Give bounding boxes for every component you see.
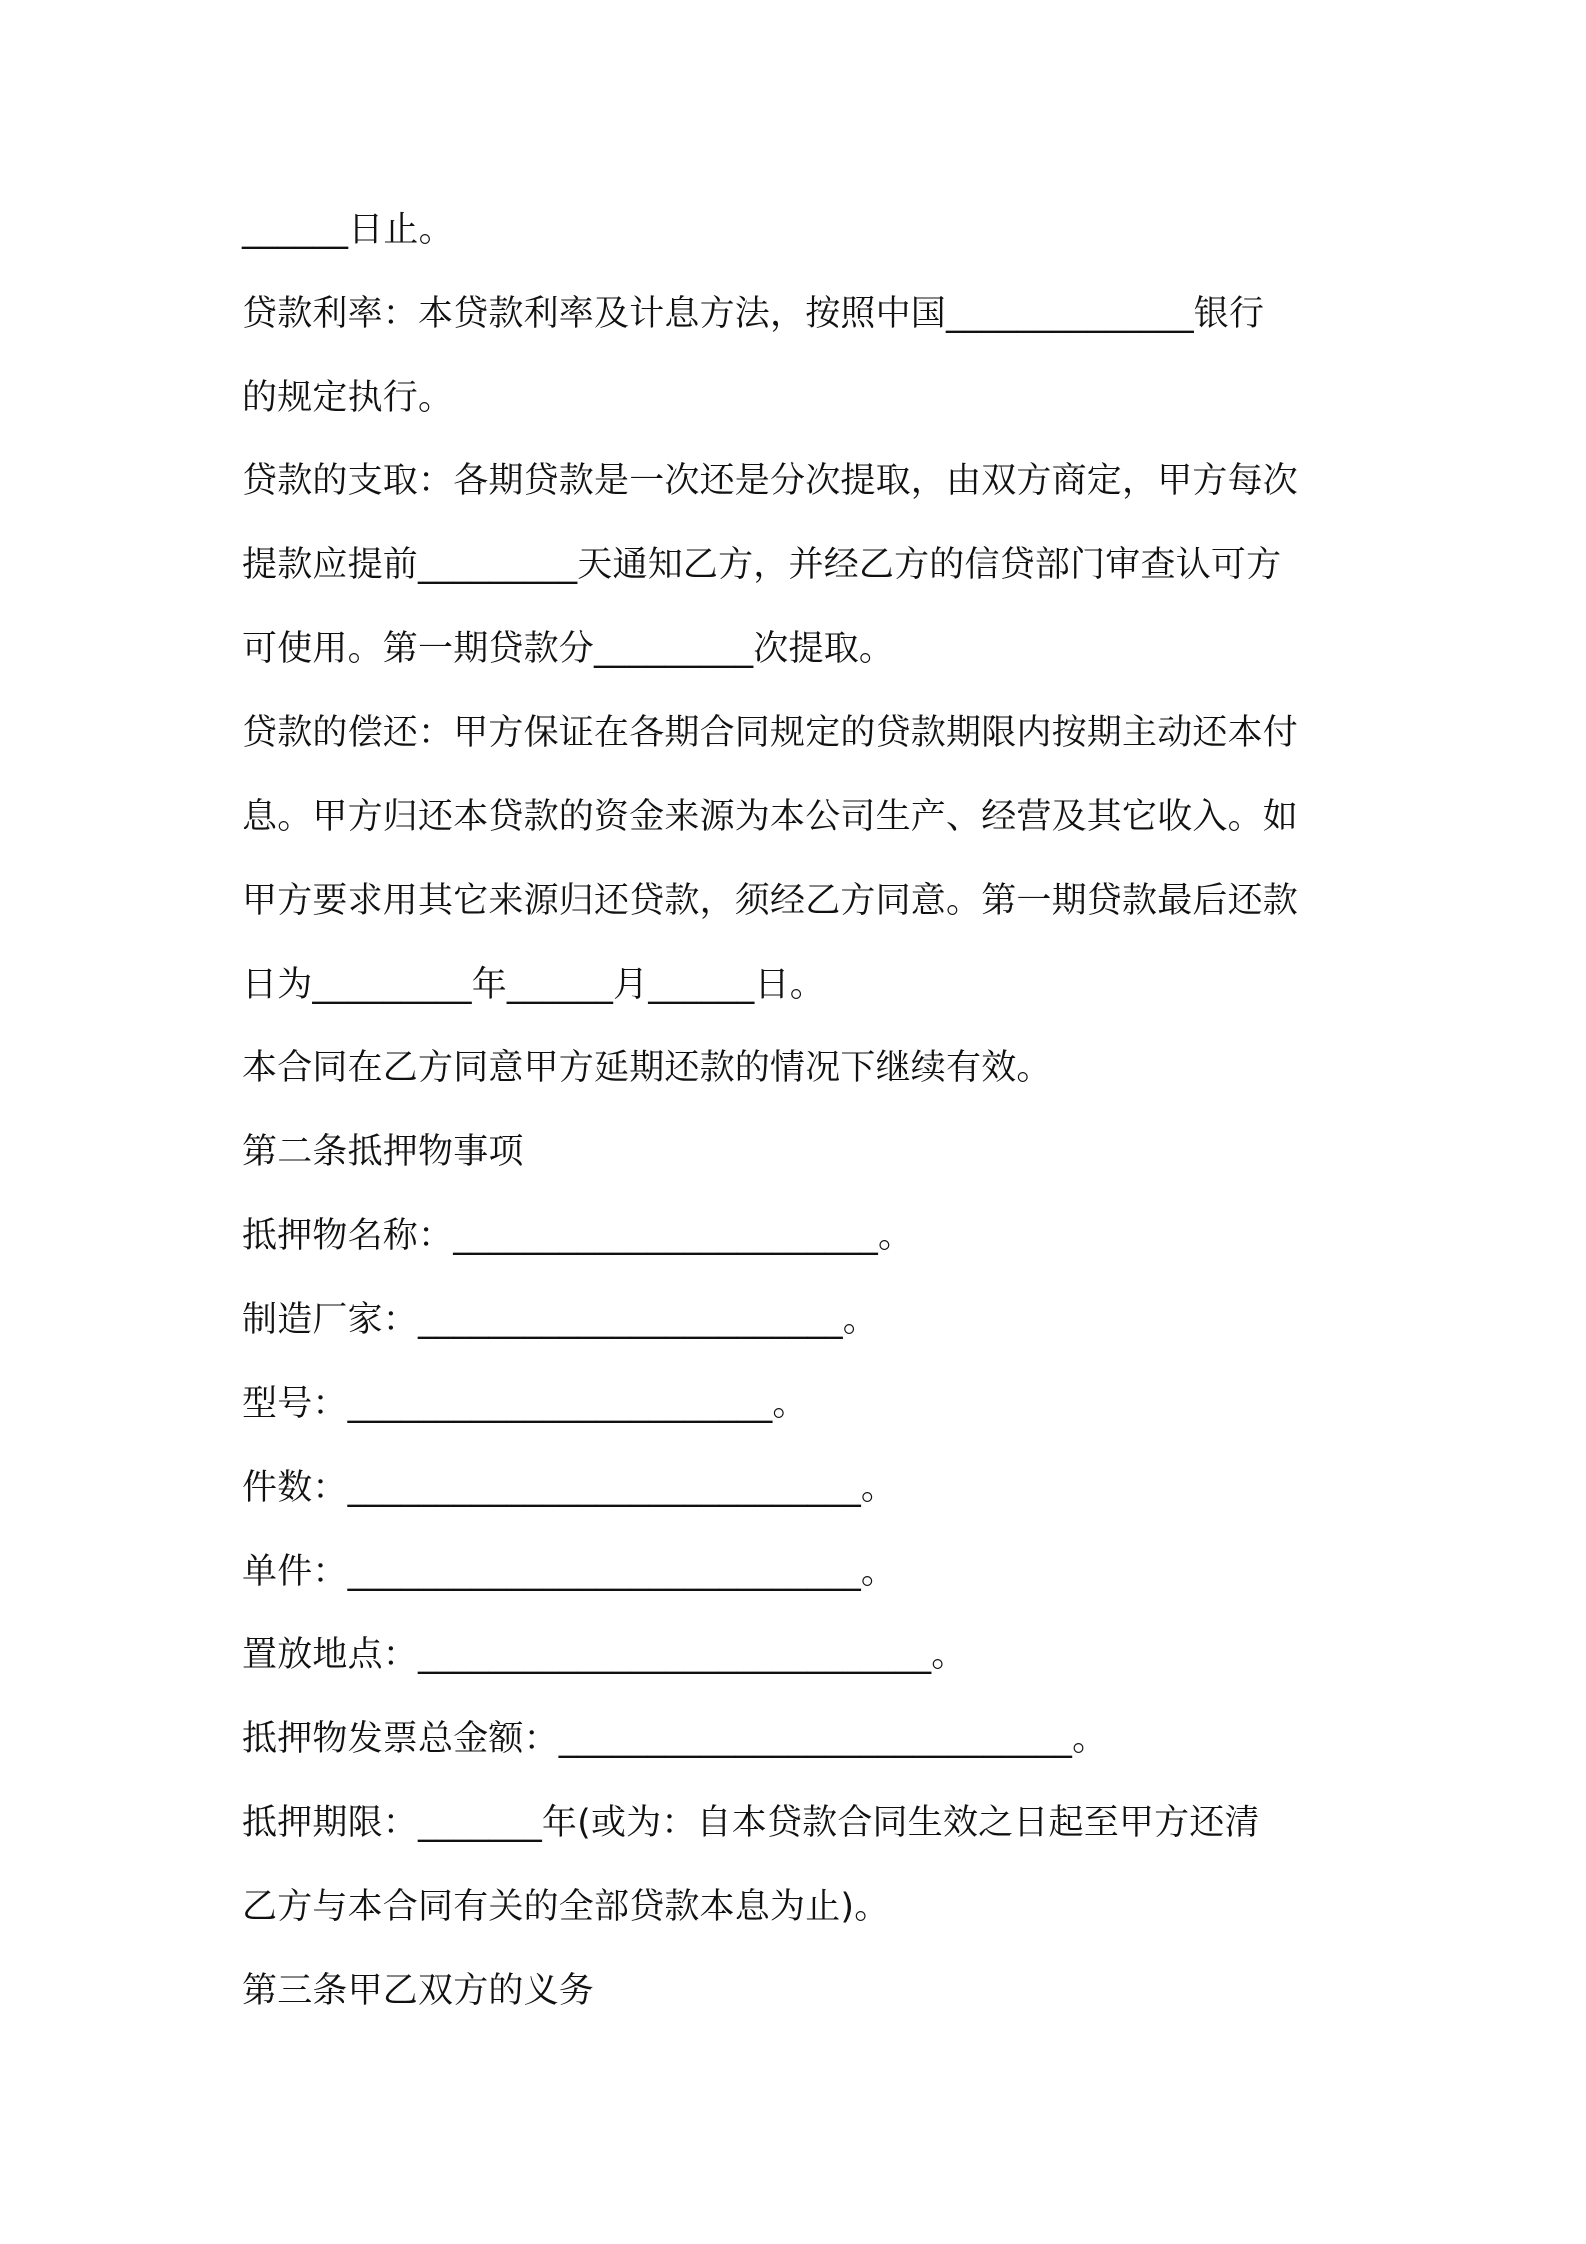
text-line: 日为_________年______月______日。: [242, 965, 825, 1005]
text-line: 置放地点：_____________________________。: [242, 1635, 967, 1675]
text-line: 贷款的偿还：甲方保证在各期合同规定的贷款期限内按期主动还本付: [242, 713, 1299, 753]
text-line: 制造厂家：________________________。: [242, 1300, 879, 1340]
text-line: ______日止。: [242, 210, 454, 250]
text-line: 甲方要求用其它来源归还贷款，须经乙方同意。第一期贷款最后还款: [242, 881, 1299, 921]
text-line: 单件：_____________________________。: [242, 1552, 897, 1592]
text-line: 型号：________________________。: [242, 1384, 808, 1424]
text-line: 提款应提前_________天通知乙方，并经乙方的信贷部门审查认可方: [242, 545, 1282, 585]
text-line: 的规定执行。: [242, 378, 454, 418]
text-line: 贷款的支取：各期贷款是一次还是分次提取，由双方商定，甲方每次: [242, 461, 1299, 501]
text-line: 抵押期限：_______年(或为：自本贷款合同生效之日起至甲方还清: [242, 1803, 1260, 1843]
text-line: 贷款利率：本贷款利率及计息方法，按照中国______________银行: [242, 294, 1265, 334]
section-heading: 第三条甲乙双方的义务: [242, 1971, 595, 2011]
text-line: 抵押物发票总金额：_____________________________。: [242, 1719, 1108, 1759]
text-line: 件数：_____________________________。: [242, 1468, 897, 1508]
text-line: 乙方与本合同有关的全部贷款本息为止)。: [242, 1887, 890, 1927]
text-line: 抵押物名称：________________________。: [242, 1216, 914, 1256]
text-line: 息。甲方归还本贷款的资金来源为本公司生产、经营及其它收入。如: [242, 797, 1299, 837]
section-heading: 第二条抵押物事项: [242, 1132, 524, 1172]
text-line: 可使用。第一期贷款分_________次提取。: [242, 629, 895, 669]
text-line: 本合同在乙方同意甲方延期还款的情况下继续有效。: [242, 1048, 1052, 1088]
